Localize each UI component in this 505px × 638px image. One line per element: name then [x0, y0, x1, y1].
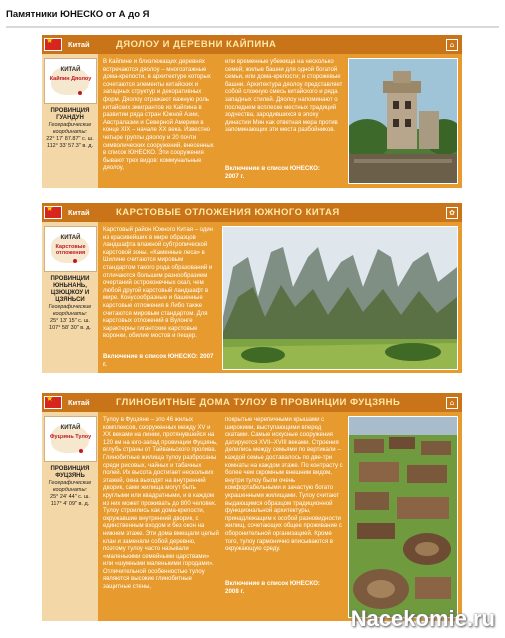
- coord-label: Географические координаты:: [48, 304, 92, 317]
- map-marker: [78, 91, 82, 95]
- country-label: Китай: [68, 208, 90, 217]
- text-column-1: [103, 59, 218, 173]
- paragraph: Карстовый район Южного Китая – один из красивейших в мире образцов ландшафта влажной субтропической карстовой зоны. «Каменные леса» в Шилине считаются мировым стандартом такого рода образований и отличаются большим разнообразием очертаний остроконечных скал, чем любой другой карстовый ландшафт в мире. Конусообразные и башенные карстовые отложения в Либо также считаются мировым стандартом. Для карстовых отложений в Вулонге характерны гигантские карстовые воронки, обилие мостов и пещер.: [103, 227, 213, 340]
- coord-label: Географические координаты:: [48, 122, 92, 135]
- map-place-label: Кайпин Дяолоу: [49, 76, 92, 82]
- china-flag-icon: [44, 38, 62, 51]
- unesco-inclusion-year: Включение в список ЮНЕСКО: 2007 г.: [103, 353, 214, 368]
- unesco-culture-icon: ⌂: [446, 39, 458, 51]
- paragraph: В Кайпине и близлежащих деревнях встречаются дяолоу – многоэтажные дома-крепости, в архитектуре которых сочетаются элементы китайских и западных структур и декоративных форм. Дяолоу отражают важную роль китайских эмигрантов из Кайпина в развитии ряда стран Южной Азии, Австралазии и Северной Америки в конце XIX – начале XX века. Известно четыре группы дяолоу и 20 почти символических сооружений, внесенных в список ЮНЕСКО. Эти сооружения бывают трех видов: коммунальные дяолоу,: [103, 59, 214, 172]
- unesco-nature-icon: ✿: [446, 207, 458, 219]
- paragraph: Тулоу в Фуцзяне – это 46 жилых комплексов, сооруженных между XV и XX веками на линии, протянувшейся на 120 км на юго-запад провинции Фуцзянь, вглубь страны от Тайваньского пролива. Глинобитные жилища тулоу разбросаны среди рисовых, чайных и табачных полей. Их высота достигает нескольких этажей, окна выходят на внутренний дворик, сами жилища могут быть круглыми или квадратными, и в каждом из них может проживать до 800 человек. Тулоу строились как дома-крепости, окружавшие внутренний дворик, с единственным входом и без окон на нижнем этаже. Эти дома вмещали целый клан и заменяли собой деревню, поэтому тулоу часто называли «маленькими семейными царствами» или «шумными маленькими городами». Отличительной особенностью тулоу являются высокие глинобитные защитные стены,: [103, 417, 219, 591]
- location-map: [44, 58, 97, 104]
- location-sidebar: [42, 54, 98, 188]
- text-column-1: [103, 227, 215, 341]
- map-place-label: Карстовые отложения: [55, 244, 86, 256]
- karst-illustration: [223, 227, 457, 369]
- watermark: Nacekomie.ru: [350, 606, 495, 631]
- unesco-inclusion-year: Включение в список ЮНЕСКО: 2007 г.: [225, 165, 320, 180]
- location-info: [44, 466, 96, 508]
- photo-karst-landscape: [222, 226, 458, 370]
- paragraph: или временные убежища на несколько семей; жилые башни для одной богатой семьи, или дома-крепости; и сторожевые башни. Архитектура дяолоу представляет собой сложную смесь китайского и ряда западных стилей. Дяолоу напоминают о последнем всплеске местных традиций зодчества, зародившихся в эпоху династии Мин как ответная мера против запоминающих эти места разбойников.: [225, 59, 343, 134]
- paragraph: покрытые черепичными крышами с широкими, выступающими вперед скатами. Самые искусные сооружения датируются XVII–XVIII веками. Строения делились между семьями по вертикали – каждой семье доставалось по две-три комнаты на каждом этаже. По контрасту с более чем скромным внешним видом, внутри тулоу были очень комфортабельными и зачастую богато украшенными жилищами. Тулоу считают выдающимся образцом традиционной функциональной архитектуры, принадлежащим к особой разновидности жилищ, сочетающих общее проживание с оборонительной организацией. Кроме того, тулоу гармонично вписываются в окружающую среду.: [225, 417, 343, 553]
- section-fujian-tulou: [42, 393, 462, 621]
- location-map: [44, 226, 97, 272]
- location-sidebar: [42, 412, 98, 621]
- coordinates: 25° 13' 15" с. ш. 107° 58' 30" в. д.: [49, 318, 91, 331]
- text-column-2: [225, 59, 343, 135]
- unesco-inclusion-year: Включение в список ЮНЕСКО: 2008 г.: [225, 580, 320, 595]
- province-label: ПРОВИНЦИЯ ФУЦЗЯНЬ: [50, 466, 90, 479]
- section-header: [42, 35, 462, 54]
- map-country-label: КИТАЙ: [60, 235, 81, 241]
- map-country-label: КИТАЙ: [60, 425, 81, 431]
- map-marker: [79, 449, 83, 453]
- section-title: ГЛИНОБИТНЫЕ ДОМА ТУЛОУ В ПРОВИНЦИИ ФУЦЗЯНЬ: [116, 397, 401, 408]
- section-south-china-karst: [42, 203, 462, 373]
- text-column-1: [103, 417, 219, 592]
- location-map: [44, 416, 97, 462]
- photo-tulou-village: [348, 416, 458, 618]
- coord-label: Географические координаты:: [48, 480, 92, 493]
- header-divider: [6, 26, 499, 28]
- china-flag-icon: [44, 206, 62, 219]
- location-info: [44, 276, 96, 332]
- map-place-label: Фуцзянь Тулоу: [49, 434, 92, 440]
- china-flag-icon: [44, 396, 62, 409]
- tulou-illustration: [349, 417, 457, 617]
- province-label: ПРОВИНЦИИ ЮНЬНАНЬ, ЦЗЮЦЖОУ И ЦЗЯНЬСИ: [50, 276, 90, 303]
- map-country-label: КИТАЙ: [60, 67, 81, 73]
- unesco-culture-icon: ⌂: [446, 397, 458, 409]
- section-kaiping: [42, 35, 462, 188]
- country-label: Китай: [68, 40, 90, 49]
- map-marker: [73, 259, 77, 263]
- section-header: [42, 393, 462, 412]
- page-title: Памятники ЮНЕСКО от А до Я: [6, 8, 150, 20]
- coordinates: 22° 17' 87.87" с. ш. 112° 33' 57.3" в. д.: [46, 136, 94, 149]
- section-header: [42, 203, 462, 222]
- page-header: [6, 4, 499, 24]
- section-title: ДЯОЛОУ И ДЕРЕВНИ КАЙПИНА: [116, 39, 277, 50]
- location-sidebar: [42, 222, 98, 373]
- country-label: Китай: [68, 398, 90, 407]
- diaolou-illustration: [349, 59, 457, 183]
- section-title: КАРСТОВЫЕ ОТЛОЖЕНИЯ ЮЖНОГО КИТАЯ: [116, 207, 340, 218]
- photo-diaolou-tower: [348, 58, 458, 184]
- text-column-2: [225, 417, 343, 554]
- province-label: ПРОВИНЦИЯ ГУАНДУН: [50, 108, 90, 121]
- coordinates: 25° 24' 44" с. ш. 117° 4' 09" в. д.: [50, 494, 90, 507]
- location-info: [44, 108, 96, 150]
